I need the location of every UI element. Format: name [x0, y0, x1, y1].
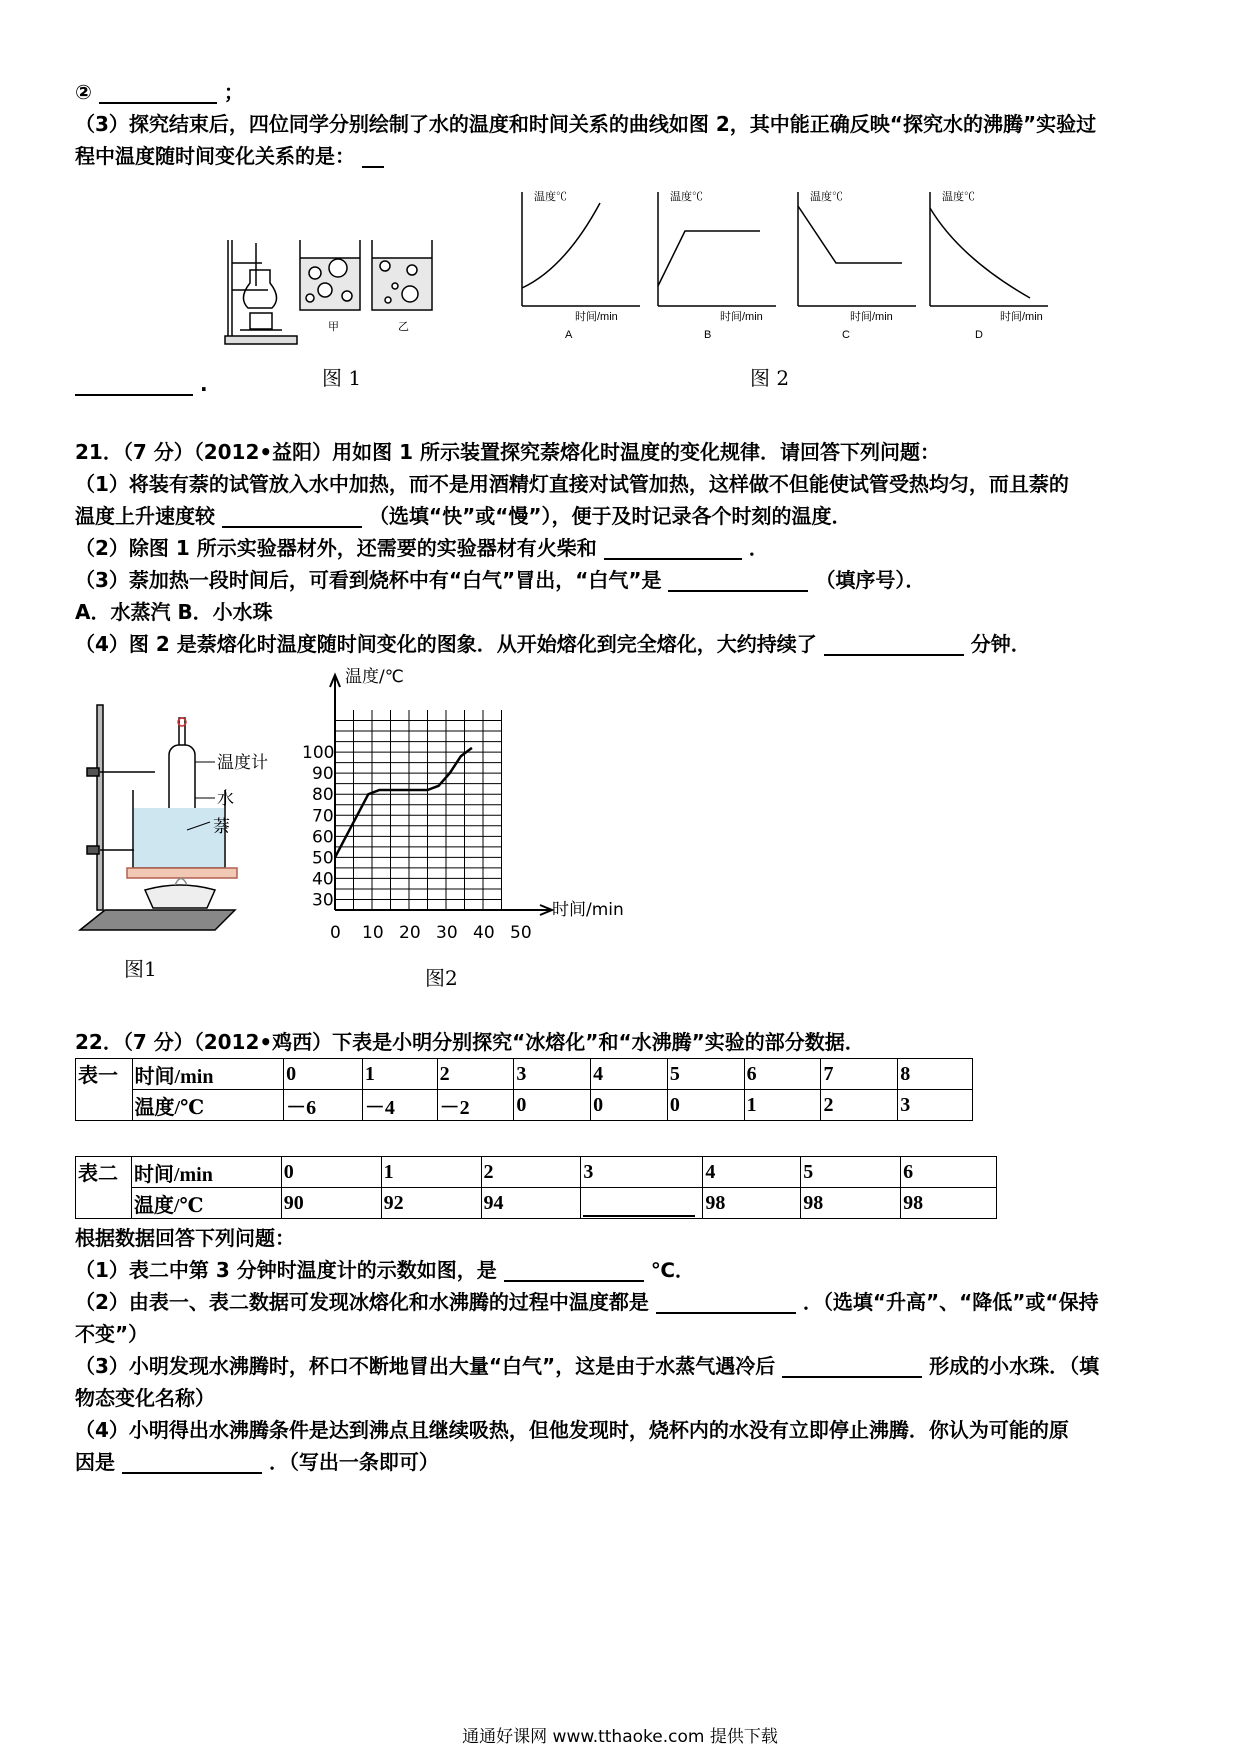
- x-tick-label: 40: [473, 923, 495, 943]
- q21-p2: [75, 536, 769, 560]
- label-naphthalene: 萘: [213, 817, 230, 837]
- table-cell: 0: [514, 1090, 591, 1121]
- q22-p3-line2: 物态变化名称）: [75, 1386, 215, 1410]
- graph-a-letter: A: [565, 329, 573, 341]
- answer-blank[interactable]: [583, 1189, 695, 1217]
- answer-blank[interactable]: [75, 374, 193, 396]
- q3-line2-text: 程中温度随时间变化关系的是：: [75, 144, 355, 168]
- graph-c-ylabel: 温度℃: [810, 191, 843, 203]
- y-tick-label: 100: [302, 743, 335, 764]
- table-2-temp-row: [76, 1188, 997, 1219]
- table-cell: －4: [362, 1090, 437, 1121]
- x-tick-label: 0: [330, 923, 341, 943]
- table-1-temp-row: [76, 1090, 973, 1121]
- answer-blank[interactable]: [656, 1292, 796, 1314]
- footer: 通通好课网 www.tthaoke.com 提供下载: [462, 1727, 778, 1747]
- q22-p4-line1: （4）小明得出水沸腾条件是达到沸点且继续吸热，但他发现时，烧杯内的水没有立即停止沸腾．你认为可能的原: [75, 1418, 1069, 1442]
- melting-curve-line: [335, 748, 472, 858]
- q22-p3-text-a: （3）小明发现水沸腾时，杯口不断地冒出大量“白气”，这是由于水蒸气遇冷后: [75, 1354, 776, 1378]
- q21-p2-text-a: （2）除图 1 所示实验器材外，还需要的实验器材有火柴和: [75, 536, 597, 560]
- semicolon: ；: [223, 80, 244, 104]
- table-cell: －6: [284, 1090, 363, 1121]
- q21-p4-text-b: 分钟．: [970, 632, 1031, 656]
- chart-x-axis-label: 时间/min: [552, 900, 624, 920]
- chart-axes: [330, 675, 552, 915]
- table-cell: 94: [481, 1188, 581, 1219]
- q21-apparatus: [75, 700, 305, 950]
- graph-b-ylabel: 温度℃: [670, 191, 703, 203]
- top-fig2-caption: 图 2: [750, 366, 790, 390]
- label-water: 水: [217, 789, 234, 809]
- graph-c-xlabel: 时间/min: [850, 311, 893, 323]
- x-tick-label: 10: [362, 923, 384, 943]
- graph-a-xlabel: 时间/min: [575, 311, 618, 323]
- table-cell: 5: [667, 1059, 744, 1090]
- table-cell: 4: [591, 1059, 668, 1090]
- label-thermometer: 温度计: [217, 753, 268, 773]
- q21-header: 21．（7 分）（2012•益阳）用如图 1 所示装置探究萘熔化时温度的变化规律．请回答下列问题：: [75, 440, 940, 464]
- y-tick-label: 30: [312, 890, 334, 911]
- table-cell: 0: [667, 1090, 744, 1121]
- table-1: [75, 1058, 973, 1121]
- chart-y-axis-label: 温度/℃: [345, 667, 404, 687]
- table-2-time-label: 时间/min: [131, 1157, 281, 1188]
- table-cell: 98: [901, 1188, 997, 1219]
- y-tick-label: 80: [312, 785, 334, 806]
- answer-line-3: [75, 372, 208, 396]
- x-tick-label: 30: [436, 923, 458, 943]
- q3-line2: [75, 144, 384, 168]
- q21-p4-text-a: （4）图 2 是萘熔化时温度随时间变化的图象．从开始熔化到完全熔化，大约持续了: [75, 632, 817, 656]
- q22-p4-text-b: ．（写出一条即可）: [268, 1450, 439, 1474]
- table-1-temp-label: 温度/℃: [132, 1090, 284, 1121]
- q21-options: A．水蒸汽 B．小水珠: [75, 600, 273, 624]
- top-fig1-caption: 图 1: [322, 366, 362, 390]
- table-cell: 0: [281, 1157, 381, 1188]
- beaker-jia: [300, 240, 360, 310]
- table-cell: 3: [898, 1090, 973, 1121]
- q22-p2: [75, 1290, 1099, 1314]
- graph-b-letter: B: [704, 329, 712, 341]
- beaker-label-jia: 甲: [328, 320, 339, 333]
- answer-blank[interactable]: [668, 570, 808, 592]
- answer-blank[interactable]: [99, 82, 217, 104]
- q22-p1-text-b: ℃．: [650, 1258, 695, 1282]
- table-cell: 2: [821, 1090, 898, 1121]
- q22-lead: 根据数据回答下列问题：: [75, 1226, 295, 1250]
- table-cell: 7: [821, 1059, 898, 1090]
- x-tick-label: 20: [399, 923, 421, 943]
- table-2-time-row: [76, 1157, 997, 1188]
- q22-p3: [75, 1354, 1099, 1378]
- top-figure-1: [220, 228, 500, 348]
- table-cell: 3: [581, 1157, 703, 1188]
- answer-blank[interactable]: [222, 506, 362, 528]
- table-cell: 3: [514, 1059, 591, 1090]
- answer-blank[interactable]: [122, 1452, 262, 1474]
- table-2-temp-label: 温度/℃: [131, 1188, 281, 1219]
- period: .: [199, 372, 208, 396]
- top-figure-2: [520, 188, 1060, 348]
- q3-line1: （3）探究结束后，四位同学分别绘制了水的温度和时间关系的曲线如图 2，其中能正确反映“探究水的沸腾”实验过: [75, 112, 1097, 136]
- y-tick-label: 50: [312, 848, 334, 869]
- y-tick-label: 70: [312, 806, 334, 827]
- answer-blank[interactable]: [604, 538, 742, 560]
- graph-d-letter: D: [975, 329, 983, 341]
- table-2: [75, 1156, 997, 1219]
- y-tick-label: 60: [312, 827, 334, 848]
- table-cell: 5: [801, 1157, 901, 1188]
- table-cell-blank[interactable]: [581, 1188, 703, 1219]
- q21-p1-text-a: 温度上升速度较: [75, 504, 215, 528]
- q21-fig2-caption: 图2: [425, 966, 458, 990]
- table-cell: 6: [744, 1059, 821, 1090]
- graph-d-ylabel: 温度℃: [942, 191, 975, 203]
- y-tick-label: 90: [312, 764, 334, 785]
- answer-blank[interactable]: [504, 1260, 644, 1282]
- q22-p4-line2: [75, 1450, 439, 1474]
- table-cell: 2: [481, 1157, 581, 1188]
- table-cell: 4: [703, 1157, 801, 1188]
- q21-fig1-caption: 图1: [124, 957, 157, 981]
- table-cell: 90: [281, 1188, 381, 1219]
- graph-a-ylabel: 温度℃: [534, 191, 567, 203]
- table-cell: 2: [437, 1059, 514, 1090]
- answer-blank[interactable]: [362, 146, 384, 168]
- table-cell: 1: [744, 1090, 821, 1121]
- q22-p3-text-b: 形成的小水珠．（填: [929, 1354, 1100, 1378]
- answer-blank[interactable]: [782, 1356, 922, 1378]
- table-cell: 98: [703, 1188, 801, 1219]
- graph-b-xlabel: 时间/min: [720, 311, 763, 323]
- beaker-label-yi: 乙: [398, 320, 409, 333]
- q21-p1-text-b: （选填“快”或“慢”），便于及时记录各个时刻的温度．: [368, 504, 852, 528]
- q21-p3-text-a: （3）萘加热一段时间后，可看到烧杯中有“白气”冒出，“白气”是: [75, 568, 662, 592]
- table-1-name: 表一: [76, 1059, 133, 1121]
- q22-p2-text-b: ．（选填“升高”、“降低”或“保持: [802, 1290, 1099, 1314]
- q21-p4: [75, 632, 1031, 656]
- table-cell: 92: [381, 1188, 481, 1219]
- table-1-time-row: [76, 1059, 973, 1090]
- q22-p2-line2: 不变”）: [75, 1322, 149, 1346]
- q21-p3-text-b: （填序号）．: [815, 568, 926, 592]
- y-tick-label: 40: [312, 869, 334, 890]
- answer-line-2: [75, 80, 244, 104]
- q21-p3: [75, 568, 925, 592]
- table-cell: 1: [381, 1157, 481, 1188]
- graph-d-xlabel: 时间/min: [1000, 311, 1043, 323]
- table-cell: 8: [898, 1059, 973, 1090]
- q22-p4-text-a: 因是: [75, 1450, 115, 1474]
- table-cell: 0: [284, 1059, 363, 1090]
- table-cell: 98: [801, 1188, 901, 1219]
- graph-c-letter: C: [842, 329, 850, 341]
- q22-header: 22．（7 分）（2012•鸡西）下表是小明分别探究“冰熔化”和“水沸腾”实验的部分数据．: [75, 1030, 865, 1054]
- table-1-time-label: 时间/min: [132, 1059, 284, 1090]
- x-tick-label: 50: [510, 923, 532, 943]
- circle-number-2: ②: [75, 80, 92, 104]
- table-2-name: 表二: [76, 1157, 132, 1219]
- q22-p1-text-a: （1）表二中第 3 分钟时温度计的示数如图，是: [75, 1258, 497, 1282]
- q21-p1-line2: [75, 504, 852, 528]
- table-cell: 0: [591, 1090, 668, 1121]
- q21-p1-line1: （1）将装有萘的试管放入水中加热，而不是用酒精灯直接对试管加热，这样做不但能使试管受热均匀，而且萘的: [75, 472, 1069, 496]
- melting-curve-chart: [290, 665, 650, 955]
- beaker-yi: [372, 240, 432, 310]
- q22-p2-text-a: （2）由表一、表二数据可发现冰熔化和水沸腾的过程中温度都是: [75, 1290, 649, 1314]
- table-cell: 6: [901, 1157, 997, 1188]
- table-cell: －2: [437, 1090, 514, 1121]
- answer-blank[interactable]: [824, 634, 964, 656]
- q21-p2-text-b: ．: [748, 536, 769, 560]
- table-cell: 1: [362, 1059, 437, 1090]
- q22-p1: [75, 1258, 695, 1282]
